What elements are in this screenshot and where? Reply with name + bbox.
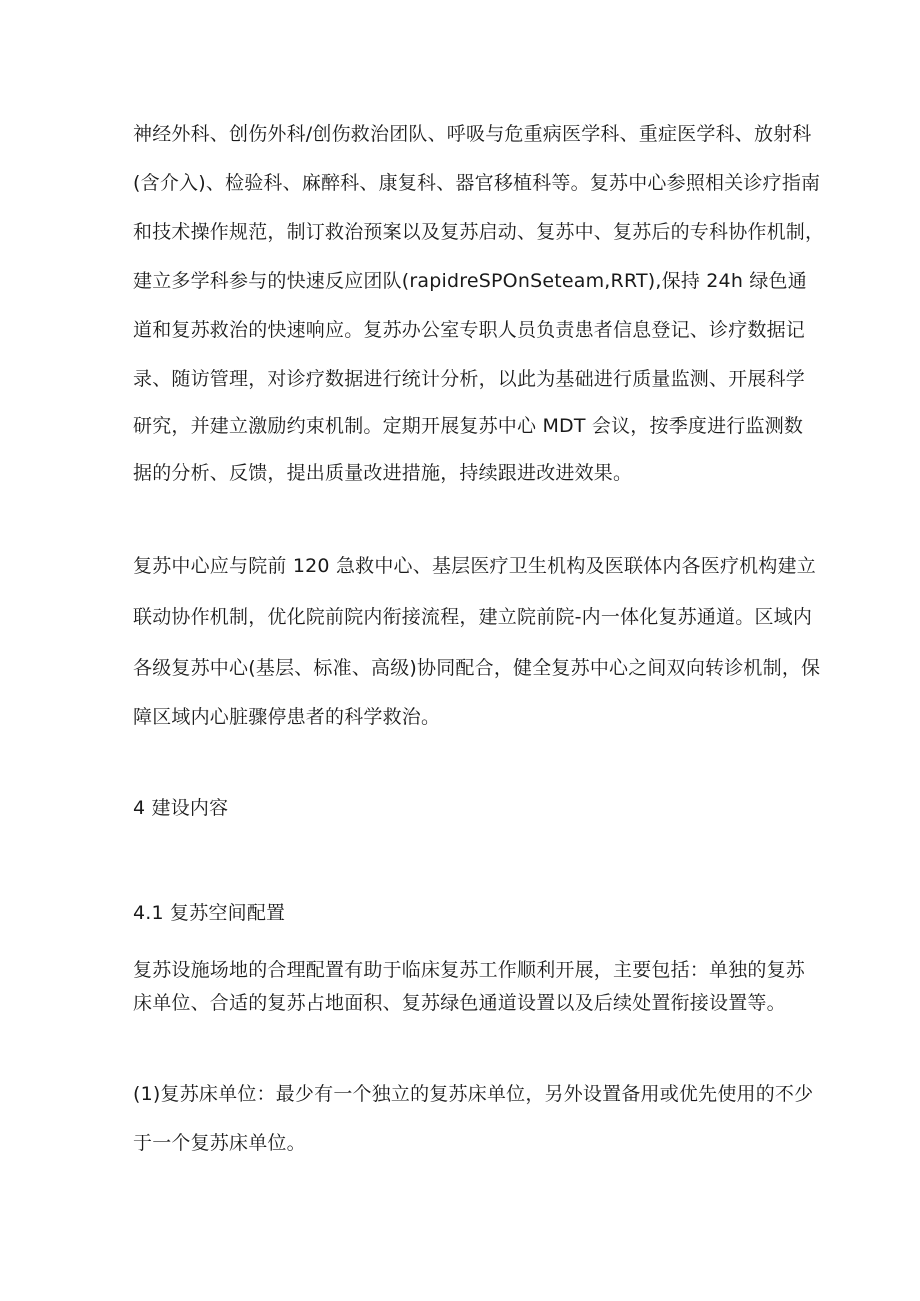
paragraph-1-line: 据的分析、反馈，提出质量改进措施，持续跟进改进效果。: [133, 462, 633, 484]
paragraph-1-line: 建立多学科参与的快速反应团队(rapidreSPOnSeteam,RRT),保持 24h 绿色通: [133, 270, 807, 292]
paragraph-1-line: 研究，并建立激励约束机制。定期开展复苏中心 MDT 会议，按季度进行监测数: [133, 415, 804, 437]
paragraph-1-line: 录、随访管理，对诊疗数据进行统计分析，以此为基础进行质量监测、开展科学: [133, 368, 806, 390]
subsection-heading: 4.1 复苏空间配置: [133, 902, 286, 924]
paragraph-1-line: 神经外科、创伤外科/创伤救治团队、呼吸与危重病医学科、重症医学科、放射科: [133, 123, 812, 145]
paragraph-2-line: 复苏中心应与院前 120 急救中心、基层医疗卫生机构及医联体内各医疗机构建立: [133, 555, 816, 577]
paragraph-3-line: 复苏设施场地的合理配置有助于临床复苏工作顺利开展，主要包括：单独的复苏: [133, 959, 806, 981]
paragraph-2-line: 障区域内心脏骤停患者的科学救治。: [133, 706, 441, 728]
paragraph-4-line: (1)复苏床单位：最少有一个独立的复苏床单位，另外设置备用或优先使用的不少: [133, 1083, 814, 1105]
paragraph-3-line: 床单位、合适的复苏占地面积、复苏绿色通道设置以及后续处置衔接设置等。: [133, 992, 786, 1014]
paragraph-1-line: (含介入)、检验科、麻醉科、康复科、器官移植科等。复苏中心参照相关诊疗指南: [133, 172, 821, 194]
paragraph-1-line: 道和复苏救治的快速响应。复苏办公室专职人员负责患者信息登记、诊疗数据记: [133, 319, 806, 341]
section-heading: 4 建设内容: [133, 797, 229, 819]
paragraph-4-line: 于一个复苏床单位。: [133, 1132, 306, 1154]
paragraph-1-line: 和技术操作规范，制订救治预案以及复苏启动、复苏中、复苏后的专科协作机制，: [133, 221, 825, 243]
paragraph-2-line: 各级复苏中心(基层、标准、高级)协同配合，健全复苏中心之间双向转诊机制，保: [133, 657, 821, 679]
paragraph-2-line: 联动协作机制，优化院前院内衔接流程，建立院前院-内一体化复苏通道。区域内: [133, 606, 813, 628]
